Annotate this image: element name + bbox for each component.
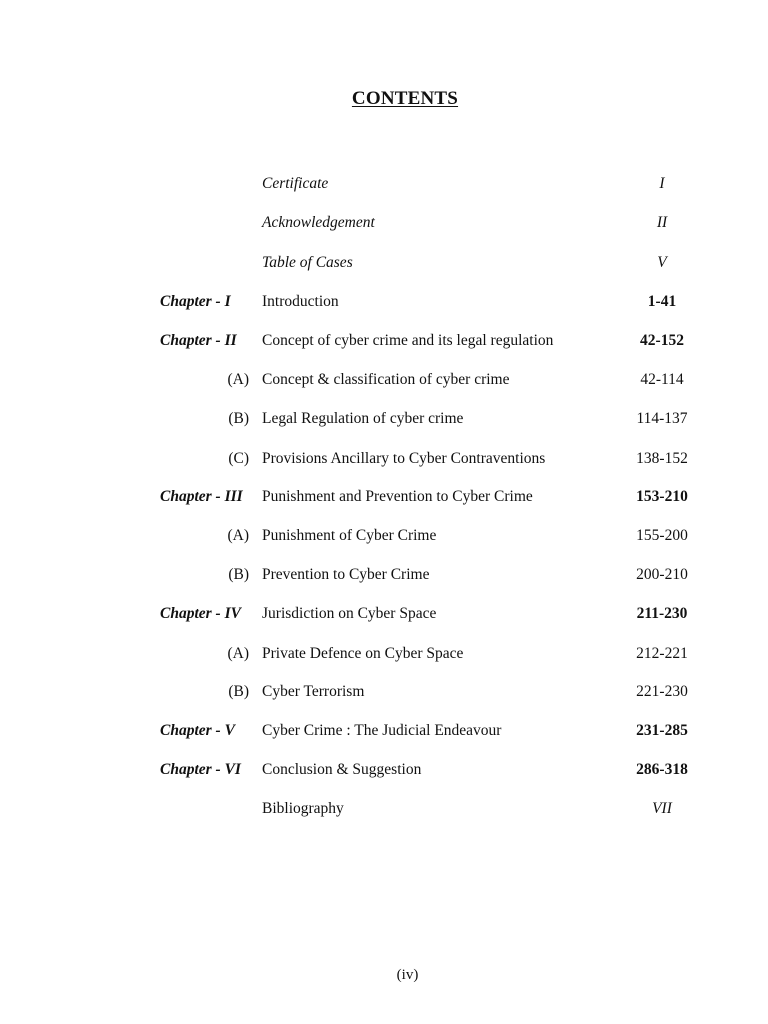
toc-row-2a: [0, 368, 768, 392]
toc-pages: 211-230: [636, 605, 688, 622]
toc-pages: V: [657, 254, 667, 271]
toc-row-table-of-cases: [0, 251, 768, 275]
toc-row-chapter-5: [0, 719, 768, 743]
chapter-label: Chapter - II: [160, 332, 237, 349]
toc-pages: 286-318: [636, 761, 688, 778]
toc-row-4a: [0, 642, 768, 666]
toc-title: Punishment of Cyber Crime: [262, 527, 437, 544]
toc-row-2b: [0, 407, 768, 431]
toc-title: Legal Regulation of cyber crime: [262, 410, 464, 427]
section-label: (A): [227, 645, 249, 662]
toc-pages: II: [656, 214, 668, 231]
toc-title: Acknowledgement: [262, 214, 375, 231]
chapter-label: Chapter - VI: [160, 761, 241, 778]
toc-title: Certificate: [262, 175, 329, 192]
section-label: (A): [227, 527, 249, 544]
toc-row-chapter-6: [0, 758, 768, 782]
toc-pages: 1-41: [647, 293, 677, 310]
toc-pages: 200-210: [636, 566, 688, 583]
toc-pages: 231-285: [636, 722, 688, 739]
toc-title: Conclusion & Suggestion: [262, 761, 422, 778]
section-label: (C): [228, 450, 249, 467]
toc-row-certificate: [0, 172, 768, 196]
section-label: (B): [228, 410, 249, 427]
chapter-label: Chapter - V: [160, 722, 235, 739]
toc-title: Prevention to Cyber Crime: [262, 566, 430, 583]
toc-pages: 138-152: [636, 450, 688, 467]
chapter-label: Chapter - IV: [160, 605, 241, 622]
toc-title: Private Defence on Cyber Space: [262, 645, 464, 662]
toc-row-acknowledgement: [0, 211, 768, 235]
page-number: (iv): [396, 967, 419, 983]
toc-row-2c: [0, 447, 768, 471]
toc-title: Cyber Crime : The Judicial Endeavour: [262, 722, 502, 739]
toc-pages: 42-114: [640, 371, 684, 388]
toc-title: Concept of cyber crime and its legal regulation: [262, 332, 554, 349]
toc-pages: VII: [652, 800, 672, 817]
toc-title: Table of Cases: [262, 254, 353, 271]
toc-title: Introduction: [262, 293, 339, 310]
toc-row-chapter-2: [0, 329, 768, 353]
section-label: (A): [227, 371, 249, 388]
toc-pages: 155-200: [636, 527, 688, 544]
toc-title: Provisions Ancillary to Cyber Contraventions: [262, 450, 546, 467]
toc-row-4b: [0, 680, 768, 704]
toc-title: Concept & classification of cyber crime: [262, 371, 510, 388]
toc-row-chapter-3: [0, 485, 768, 509]
toc-pages: 221-230: [636, 683, 688, 700]
toc-pages: 153-210: [636, 488, 688, 505]
chapter-label: Chapter - III: [160, 488, 243, 505]
toc-title: Punishment and Prevention to Cyber Crime: [262, 488, 533, 505]
section-label: (B): [228, 683, 249, 700]
toc-row-chapter-1: [0, 290, 768, 314]
toc-title: Jurisdiction on Cyber Space: [262, 605, 437, 622]
toc-pages: 212-221: [636, 645, 688, 662]
toc-title: Cyber Terrorism: [262, 683, 365, 700]
toc-row-chapter-4: [0, 602, 768, 626]
toc-row-bibliography: [0, 797, 768, 821]
toc-pages: 42-152: [640, 332, 684, 349]
toc-title: Bibliography: [262, 800, 344, 817]
section-label: (B): [228, 566, 249, 583]
page-title: CONTENTS: [351, 88, 459, 109]
toc-pages: I: [659, 175, 665, 192]
toc-row-3b: [0, 563, 768, 587]
toc-pages: 114-137: [636, 410, 688, 427]
toc-row-3a: [0, 524, 768, 548]
chapter-label: Chapter - I: [160, 293, 231, 310]
